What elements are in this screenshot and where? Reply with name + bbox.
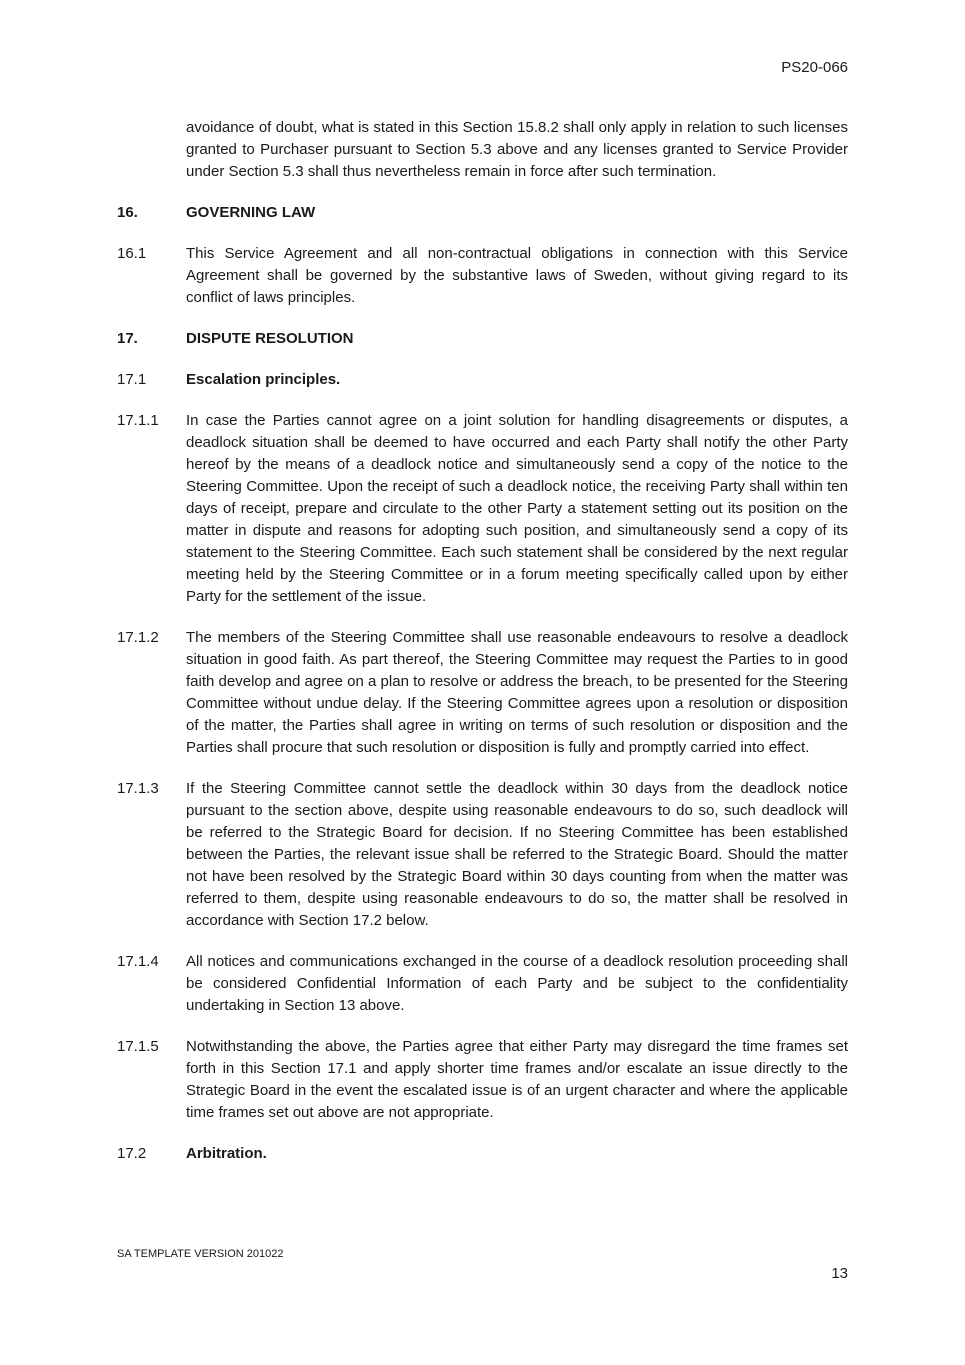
section-title: GOVERNING LAW [186, 204, 316, 221]
continuation-paragraph: avoidance of doubt, what is stated in this Section 15.8.2 shall only apply in relation to such licenses granted to Purchaser pursuant to Section 5.3 above and any licenses granted to Service Provider under Section 5.3 shall thus nevertheless remain in force after such termination. [186, 119, 848, 180]
clause-text: This Service Agreement and all non-contractual obligations in connection with this Service Agreement shall be governed by the substantive laws of Sweden, without giving regard to its conflict of laws principles. [186, 245, 848, 306]
clause-17-1-1 [117, 410, 848, 608]
clause-17-1-2 [117, 627, 848, 759]
clause-17-2-heading [117, 1143, 848, 1165]
clause-title: Arbitration. [186, 1145, 267, 1162]
section-title: DISPUTE RESOLUTION [186, 330, 354, 347]
document-reference: PS20-066 [781, 59, 848, 76]
clause-number: 17.1 [117, 371, 147, 388]
clause-number: 17.1.5 [117, 1038, 159, 1055]
clause-number: 17.1.1 [117, 412, 159, 429]
document-body [117, 117, 848, 1184]
clause-text: All notices and communications exchanged in the course of a deadlock resolution proceeding shall be considered Confidential Information of each Party and be subject to the confidentiality undertaking in Section 13 above. [186, 953, 848, 1014]
section-number: 16. [117, 204, 138, 221]
clause-number: 17.1.2 [117, 629, 159, 646]
clause-text: The members of the Steering Committee shall use reasonable endeavours to resolve a deadlock situation in good faith. As part thereof, the Steering Committee may request the Parties to in good faith develop and agree on a plan to resolve or address the breach, to be presented for the Steering Committee without undue delay. If the Steering Committee agrees upon a resolution or disposition of the matter, the Parties shall agree in writing on terms of such resolution or disposition and the Parties shall procure that such resolution or disposition is fully and promptly carried into effect. [186, 629, 848, 756]
clause-17-1-4 [117, 951, 848, 1017]
section-17-heading [117, 328, 848, 350]
clause-number: 17.2 [117, 1145, 147, 1162]
clause-17-1-3 [117, 778, 848, 932]
clause-text: In case the Parties cannot agree on a joint solution for handling disagreements or disputes, a deadlock situation shall be deemed to have occurred and each Party shall notify the other Party hereof by the means of a deadlock notice and simultaneously send a copy of the notice to the Steering Committee. Upon the receipt of such a deadlock notice, the receiving Party shall within ten days of receipt, prepare and circulate to the other Party a statement setting out its position on the matter in dispute and reasons for adopting such position, and simultaneously send a copy of its statement to the Steering Committee. Each such statement shall be considered by the next regular meeting held by the Steering Committee or in a forum meeting specifically called upon by either Party for the settlement of the issue. [186, 412, 848, 605]
clause-17-1-5 [117, 1036, 848, 1124]
clause-number: 16.1 [117, 245, 147, 262]
clause-16-1 [117, 243, 848, 309]
clause-text: Notwithstanding the above, the Parties agree that either Party may disregard the time frames set forth in this Section 17.1 and apply shorter time frames and/or escalate an issue directly to the Strategic Board in the event the escalated issue is of an urgent character and where the applicable time frames set out above are not appropriate. [186, 1038, 848, 1121]
section-number: 17. [117, 330, 138, 347]
page-number: 13 [831, 1265, 848, 1282]
clause-number: 17.1.4 [117, 953, 159, 970]
template-version: SA TEMPLATE VERSION 201022 [117, 1248, 284, 1260]
section-16-heading [117, 202, 848, 224]
clause-text: If the Steering Committee cannot settle the deadlock within 30 days from the deadlock notice pursuant to the section above, despite using reasonable endeavours to do so, such deadlock will be referred to the Strategic Board for decision. If no Steering Committee has been established between the Parties, the relevant issue shall be referred to the Strategic Board. Should the matter not have been resolved by the Strategic Board within 30 days counting from when the matter was referred to them, despite using reasonable endeavours to do so, the matter shall be resolved in accordance with Section 17.2 below. [186, 780, 848, 929]
clause-title: Escalation principles. [186, 371, 341, 388]
clause-17-1-heading [117, 369, 848, 391]
clause-number: 17.1.3 [117, 780, 159, 797]
